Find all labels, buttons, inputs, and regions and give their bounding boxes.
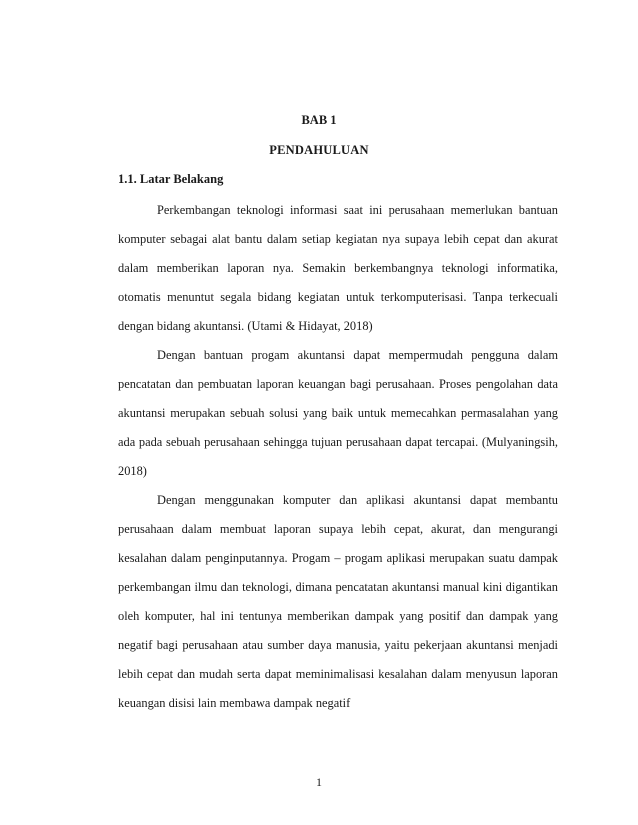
body-text bbox=[118, 196, 558, 718]
chapter-number: BAB 1 bbox=[301, 113, 337, 127]
page-number: 1 bbox=[316, 775, 322, 789]
paragraph-1: Perkembangan teknologi informasi saat ini perusahaan memerlukan bantuan komputer sebagai alat bantu dalam setiap kegiatan nya supaya lebih cepat dan akurat dalam memberikan laporan nya. Semakin berkembangnya teknologi informatika, otomatis menuntut segala bidang kegiatan untuk terkomputerisasi. Tanpa terkecuali dengan bidang akuntansi. (Utami & Hidayat, 2018) bbox=[118, 203, 558, 333]
paragraph-2: Dengan bantuan progam akuntansi dapat mempermudah pengguna dalam pencatatan dan pembuatan laporan keuangan bagi perusahaan. Proses pengolahan data akuntansi merupakan sebuah solusi yang baik untuk memecahkan permasalahan yang ada pada sebuah perusahaan sehingga tujuan perusahaan dapat tercapai. (Mulyaningsih, 2018) bbox=[118, 348, 558, 478]
section-heading: 1.1. Latar Belakang bbox=[118, 172, 224, 186]
chapter-title: PENDAHULUAN bbox=[269, 143, 369, 157]
paragraph-3: Dengan menggunakan komputer dan aplikasi akuntansi dapat membantu perusahaan dalam membuat laporan supaya lebih cepat, akurat, dan mengurangi kesalahan dalam penginputannya. Progam – progam aplikasi merupakan suatu dampak perkembangan ilmu dan teknologi, dimana pencatatan akuntansi manual kini digantikan oleh komputer, hal ini tentunya memberikan dampak yang positif dan dampak yang negatif bagi perusahaan atau sumber daya manusia, yaitu pekerjaan akuntansi menjadi lebih cepat dan mudah serta dapat meminimalisasi kesalahan dalam menyusun laporan keuangan disisi lain membawa dampak negatif bbox=[118, 493, 558, 710]
